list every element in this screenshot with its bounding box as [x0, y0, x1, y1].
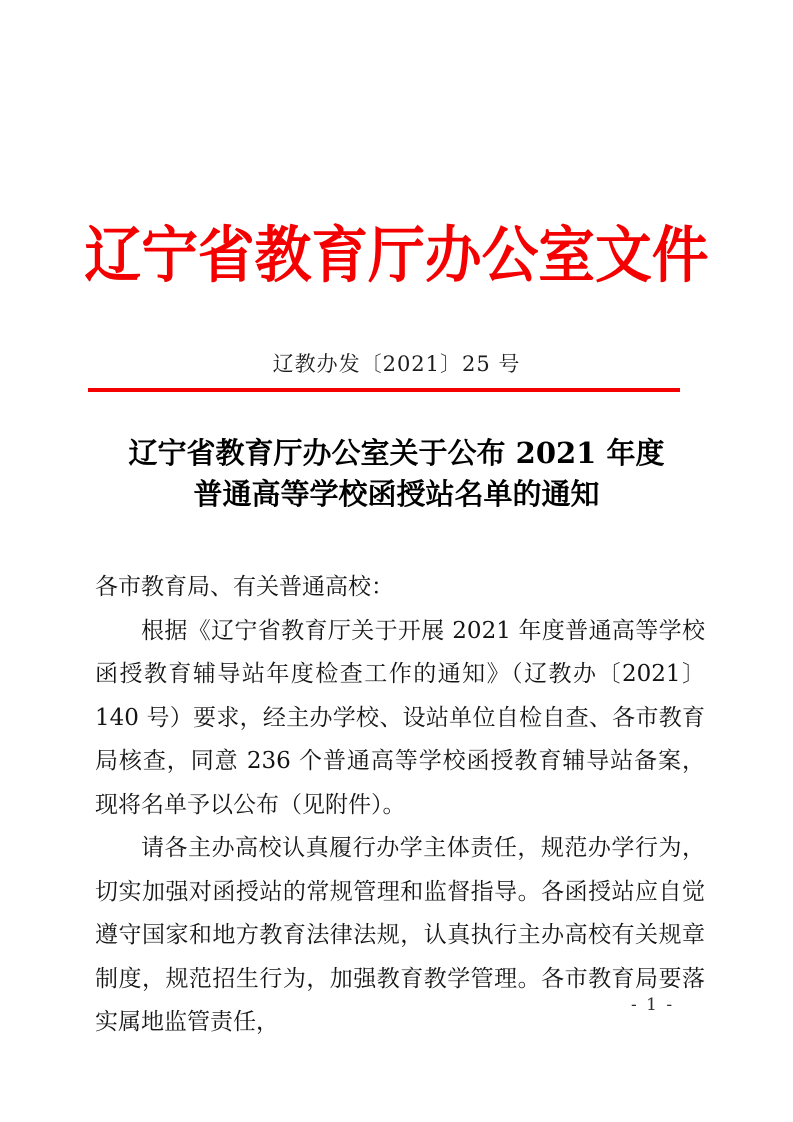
body-paragraph: 根据《辽宁省教育厅关于开展 2021 年度普通高等学校函授教育辅导站年度检查工作的通知》（辽教办〔2021〕140 号）要求，经主办学校、设站单位自检自查、各市教育局核查，同意 236 个普通高等学校函授教育辅导站备案，现将名单予以公布（见附件）。 — [95, 617, 705, 818]
document-number: 辽教办发〔2021〕25 号 — [272, 352, 521, 376]
masthead-title: 辽宁省教育厅办公室文件 — [84, 220, 709, 291]
document-title-line1: 辽宁省教育厅办公室关于公布 2021 年度 — [128, 436, 665, 470]
salutation-line: 各市教育局、有关普通高校： — [95, 574, 394, 600]
body-paragraph: 请各主办高校认真履行办学主体责任，规范办学行为，切实加强对函授站的常规管理和监督指导。各函授站应自觉遵守国家和地方教育法律法规，认真执行主办高校有关规章制度，规范招生行为，加强教育教学管理。各市教育局要落实属地监管责任， — [95, 835, 705, 1035]
red-divider-rule — [88, 388, 680, 392]
page-number: - 1 - — [631, 995, 675, 1015]
document-title-line2: 普通高等学校函授站名单的通知 — [193, 477, 600, 511]
document-title — [0, 433, 793, 515]
document-body — [95, 566, 705, 1045]
